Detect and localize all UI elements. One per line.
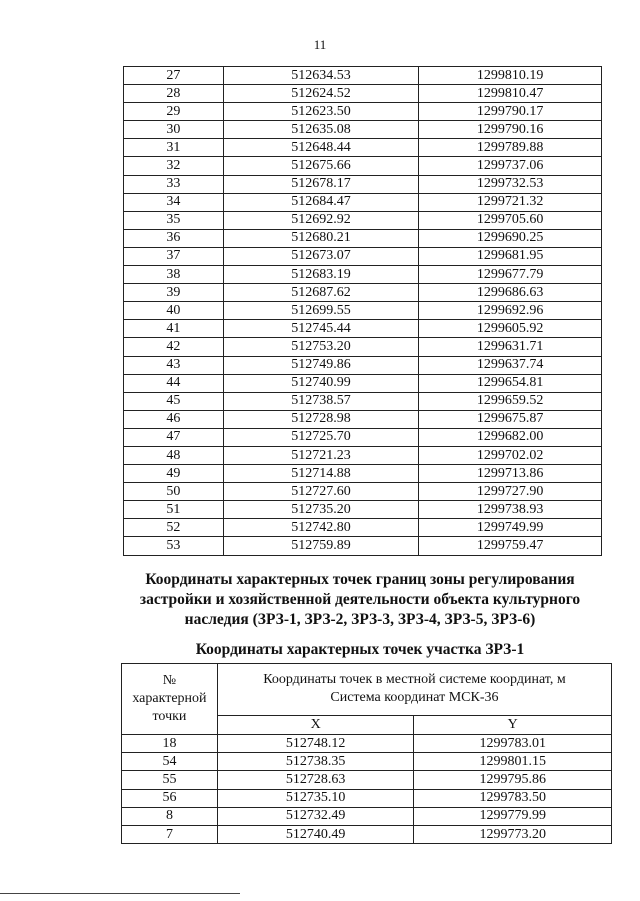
table-row [124, 465, 602, 483]
y-coordinate-cell: 1299727.90 [419, 483, 602, 501]
point-number-cell: 45 [124, 392, 224, 410]
y-coordinate-cell: 1299659.52 [419, 392, 602, 410]
table-row [124, 211, 602, 229]
x-coordinate-cell: 512735.20 [223, 501, 419, 519]
x-coordinate-cell: 512738.35 [217, 753, 414, 771]
x-coordinate-cell: 512721.23 [223, 446, 419, 464]
point-number-cell: 29 [124, 103, 224, 121]
x-coordinate-cell: 512753.20 [223, 338, 419, 356]
y-coordinate-cell: 1299759.47 [419, 537, 602, 555]
point-number-cell: 51 [124, 501, 224, 519]
x-coordinate-cell: 512714.88 [223, 465, 419, 483]
table-row [122, 771, 612, 789]
table-row [124, 67, 602, 85]
point-number-cell: 18 [122, 735, 218, 753]
table-row [122, 735, 612, 753]
coordinate-system-header-line-1: Координаты точек в местной системе координат, м [263, 672, 566, 688]
x-coordinate-cell: 512735.10 [217, 789, 414, 807]
point-number-cell: 7 [122, 825, 218, 843]
y-coordinate-cell: 1299773.20 [414, 825, 612, 843]
point-number-header-line-3: точки [152, 709, 187, 724]
point-number-cell: 44 [124, 374, 224, 392]
y-coordinate-cell: 1299637.74 [419, 356, 602, 374]
table-row [124, 428, 602, 446]
x-coordinate-cell: 512749.86 [223, 356, 419, 374]
table-row [124, 247, 602, 265]
page-number: 11 [313, 37, 327, 52]
table-row [124, 537, 602, 555]
y-coordinate-cell: 1299749.99 [419, 519, 602, 537]
x-coordinate-cell: 512673.07 [223, 247, 419, 265]
y-coordinate-cell: 1299801.15 [414, 753, 612, 771]
table-row [124, 193, 602, 211]
x-coordinate-cell: 512692.92 [223, 211, 419, 229]
table-row [124, 410, 602, 428]
point-number-cell: 47 [124, 428, 224, 446]
point-number-cell: 33 [124, 175, 224, 193]
point-number-cell: 37 [124, 247, 224, 265]
coordinate-system-header [217, 664, 611, 716]
zone-heading-line-1: Координаты характерных точек границ зоны регулирования [145, 571, 575, 588]
y-coordinate-cell: 1299713.86 [419, 465, 602, 483]
point-number-cell: 42 [124, 338, 224, 356]
y-coordinate-cell: 1299790.17 [419, 103, 602, 121]
table-row [124, 103, 602, 121]
coordinates-table-continued [123, 66, 602, 556]
y-coordinate-cell: 1299783.50 [414, 789, 612, 807]
table-row [124, 302, 602, 320]
y-coordinate-cell: 1299690.25 [419, 229, 602, 247]
x-coordinate-cell: 512680.21 [223, 229, 419, 247]
table-row [124, 338, 602, 356]
point-number-cell: 43 [124, 356, 224, 374]
table-row [122, 825, 612, 843]
point-number-cell: 55 [122, 771, 218, 789]
point-number-cell: 46 [124, 410, 224, 428]
x-coordinate-cell: 512748.12 [217, 735, 414, 753]
x-coordinate-cell: 512687.62 [223, 284, 419, 302]
table-row [124, 501, 602, 519]
coordinates-table-body [124, 67, 602, 556]
table-row [122, 753, 612, 771]
y-coordinate-cell: 1299732.53 [419, 175, 602, 193]
x-coordinate-cell: 512728.98 [223, 410, 419, 428]
y-column-header: Y [414, 715, 612, 734]
table-row [124, 374, 602, 392]
point-number-cell: 34 [124, 193, 224, 211]
point-number-cell: 35 [124, 211, 224, 229]
point-number-cell: 53 [124, 537, 224, 555]
y-coordinate-cell: 1299810.19 [419, 67, 602, 85]
y-coordinate-cell: 1299631.71 [419, 338, 602, 356]
x-coordinate-cell: 512759.89 [223, 537, 419, 555]
point-number-cell: 41 [124, 320, 224, 338]
table-row [124, 519, 602, 537]
zone-heading-line-3: наследия (ЗРЗ-1, ЗРЗ-2, ЗРЗ-3, ЗРЗ-4, ЗРЗ-5, ЗРЗ-6) [184, 611, 536, 628]
point-number-cell: 40 [124, 302, 224, 320]
point-number-cell: 50 [124, 483, 224, 501]
y-coordinate-cell: 1299605.92 [419, 320, 602, 338]
y-coordinate-cell: 1299692.96 [419, 302, 602, 320]
point-number-cell: 30 [124, 121, 224, 139]
x-coordinate-cell: 512728.63 [217, 771, 414, 789]
table-row [124, 85, 602, 103]
x-coordinate-cell: 512738.57 [223, 392, 419, 410]
table-row [124, 320, 602, 338]
table-row [122, 789, 612, 807]
table-row [124, 483, 602, 501]
point-number-header [122, 664, 218, 735]
x-coordinate-cell: 512727.60 [223, 483, 419, 501]
zrz1-table-body [122, 735, 612, 844]
x-coordinate-cell: 512699.55 [223, 302, 419, 320]
x-coordinate-cell: 512634.53 [223, 67, 419, 85]
y-coordinate-cell: 1299705.60 [419, 211, 602, 229]
x-coordinate-cell: 512732.49 [217, 807, 414, 825]
table-row [124, 392, 602, 410]
zone-coordinates-heading [120, 570, 600, 630]
x-coordinate-cell: 512648.44 [223, 139, 419, 157]
y-coordinate-cell: 1299810.47 [419, 85, 602, 103]
table-row [124, 229, 602, 247]
x-coordinate-cell: 512675.66 [223, 157, 419, 175]
table-row [124, 121, 602, 139]
y-coordinate-cell: 1299783.01 [414, 735, 612, 753]
point-number-cell: 56 [122, 789, 218, 807]
point-number-cell: 28 [124, 85, 224, 103]
y-coordinate-cell: 1299721.32 [419, 193, 602, 211]
point-number-cell: 31 [124, 139, 224, 157]
point-number-cell: 27 [124, 67, 224, 85]
table-row [124, 175, 602, 193]
x-coordinate-cell: 512624.52 [223, 85, 419, 103]
zone-heading-line-2: застройки и хозяйственной деятельности объекта культурного [139, 591, 581, 608]
table-row [124, 356, 602, 374]
point-number-cell: 52 [124, 519, 224, 537]
table-row [124, 446, 602, 464]
y-coordinate-cell: 1299738.93 [419, 501, 602, 519]
y-coordinate-cell: 1299702.02 [419, 446, 602, 464]
plot-zrz1-heading: Координаты характерных точек участка ЗРЗ-1 [195, 641, 525, 658]
x-coordinate-cell: 512742.80 [223, 519, 419, 537]
coordinate-system-header-line-2: Система координат МСК-36 [330, 690, 499, 706]
y-coordinate-cell: 1299789.88 [419, 139, 602, 157]
x-coordinate-cell: 512725.70 [223, 428, 419, 446]
point-number-header-line-1: № [162, 673, 177, 688]
point-number-cell: 32 [124, 157, 224, 175]
x-coordinate-cell: 512678.17 [223, 175, 419, 193]
point-number-cell: 49 [124, 465, 224, 483]
point-number-cell: 48 [124, 446, 224, 464]
y-coordinate-cell: 1299737.06 [419, 157, 602, 175]
x-column-header: X [217, 715, 414, 734]
y-coordinate-cell: 1299677.79 [419, 266, 602, 284]
point-number-cell: 39 [124, 284, 224, 302]
point-number-cell: 36 [124, 229, 224, 247]
y-coordinate-cell: 1299790.16 [419, 121, 602, 139]
table-row [124, 284, 602, 302]
zrz1-coordinates-table [121, 663, 612, 844]
y-coordinate-cell: 1299795.86 [414, 771, 612, 789]
y-coordinate-cell: 1299675.87 [419, 410, 602, 428]
x-coordinate-cell: 512635.08 [223, 121, 419, 139]
y-coordinate-cell: 1299654.81 [419, 374, 602, 392]
x-coordinate-cell: 512745.44 [223, 320, 419, 338]
x-coordinate-cell: 512683.19 [223, 266, 419, 284]
y-coordinate-cell: 1299779.99 [414, 807, 612, 825]
point-number-cell: 38 [124, 266, 224, 284]
table-row [122, 807, 612, 825]
x-coordinate-cell: 512740.49 [217, 825, 414, 843]
point-number-cell: 8 [122, 807, 218, 825]
table-row [124, 139, 602, 157]
point-number-header-line-2: характерной [132, 691, 207, 706]
footer-divider [0, 893, 240, 894]
table-row [124, 157, 602, 175]
x-coordinate-cell: 512623.50 [223, 103, 419, 121]
y-coordinate-cell: 1299681.95 [419, 247, 602, 265]
table-row [124, 266, 602, 284]
x-coordinate-cell: 512684.47 [223, 193, 419, 211]
point-number-cell: 54 [122, 753, 218, 771]
y-coordinate-cell: 1299682.00 [419, 428, 602, 446]
y-coordinate-cell: 1299686.63 [419, 284, 602, 302]
x-coordinate-cell: 512740.99 [223, 374, 419, 392]
